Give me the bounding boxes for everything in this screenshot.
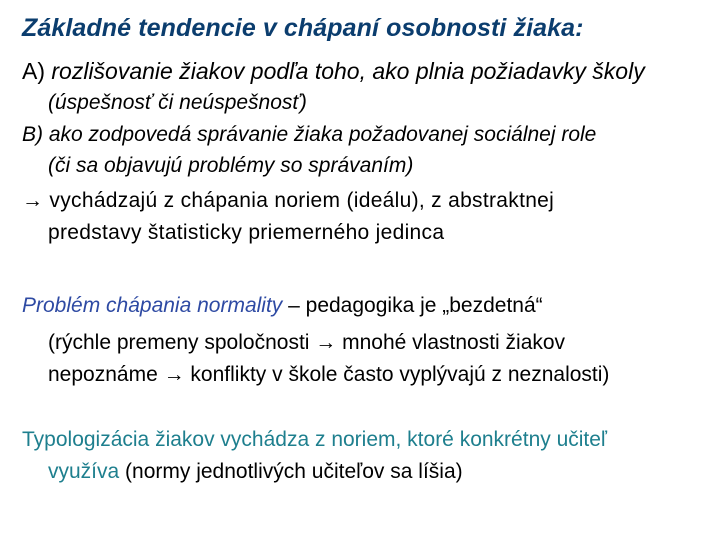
normality-rest: – pedagogika je „bezdetná“: [282, 294, 543, 317]
normality-line3: nepoznáme → konflikty v škole často vyplývajú z neznalosti): [48, 363, 610, 386]
arrow-point-line2: predstavy štatisticky priemerného jedinca: [48, 221, 445, 244]
typology-rest: (normy jednotlivých učiteľov sa líšia): [119, 460, 463, 483]
typology-line1: Typologizácia žiakov vychádza z noriem, ktoré konkrétny učiteľ: [22, 428, 608, 451]
point-a-line1: [22, 56, 645, 86]
point-a-text: rozlišovanie žiakov podľa toho, ako plnia požiadavky školy: [51, 58, 645, 84]
point-b-line2: (či sa objavujú problémy so správaním): [48, 154, 414, 177]
normality-line1: [22, 291, 543, 321]
normality-line2: (rýchle premeny spoločnosti → mnohé vlastnosti žiakov: [48, 331, 566, 354]
typology-line2: [48, 457, 463, 487]
typology-highlight2: využíva: [48, 460, 120, 483]
point-a-label: A): [22, 58, 45, 84]
arrow-point-line1: → vychádzajú z chápania noriem (ideálu), z abstraktnej: [22, 189, 555, 212]
point-b-line1: B) ako zodpovedá správanie žiaka požadovanej sociálnej role: [22, 123, 597, 146]
normality-highlight: Problém chápania normality: [22, 294, 283, 317]
slide-title: Základné tendencie v chápaní osobnosti žiaka:: [22, 14, 584, 42]
point-a-line2: (úspešnosť či neúspešnosť): [48, 91, 307, 114]
